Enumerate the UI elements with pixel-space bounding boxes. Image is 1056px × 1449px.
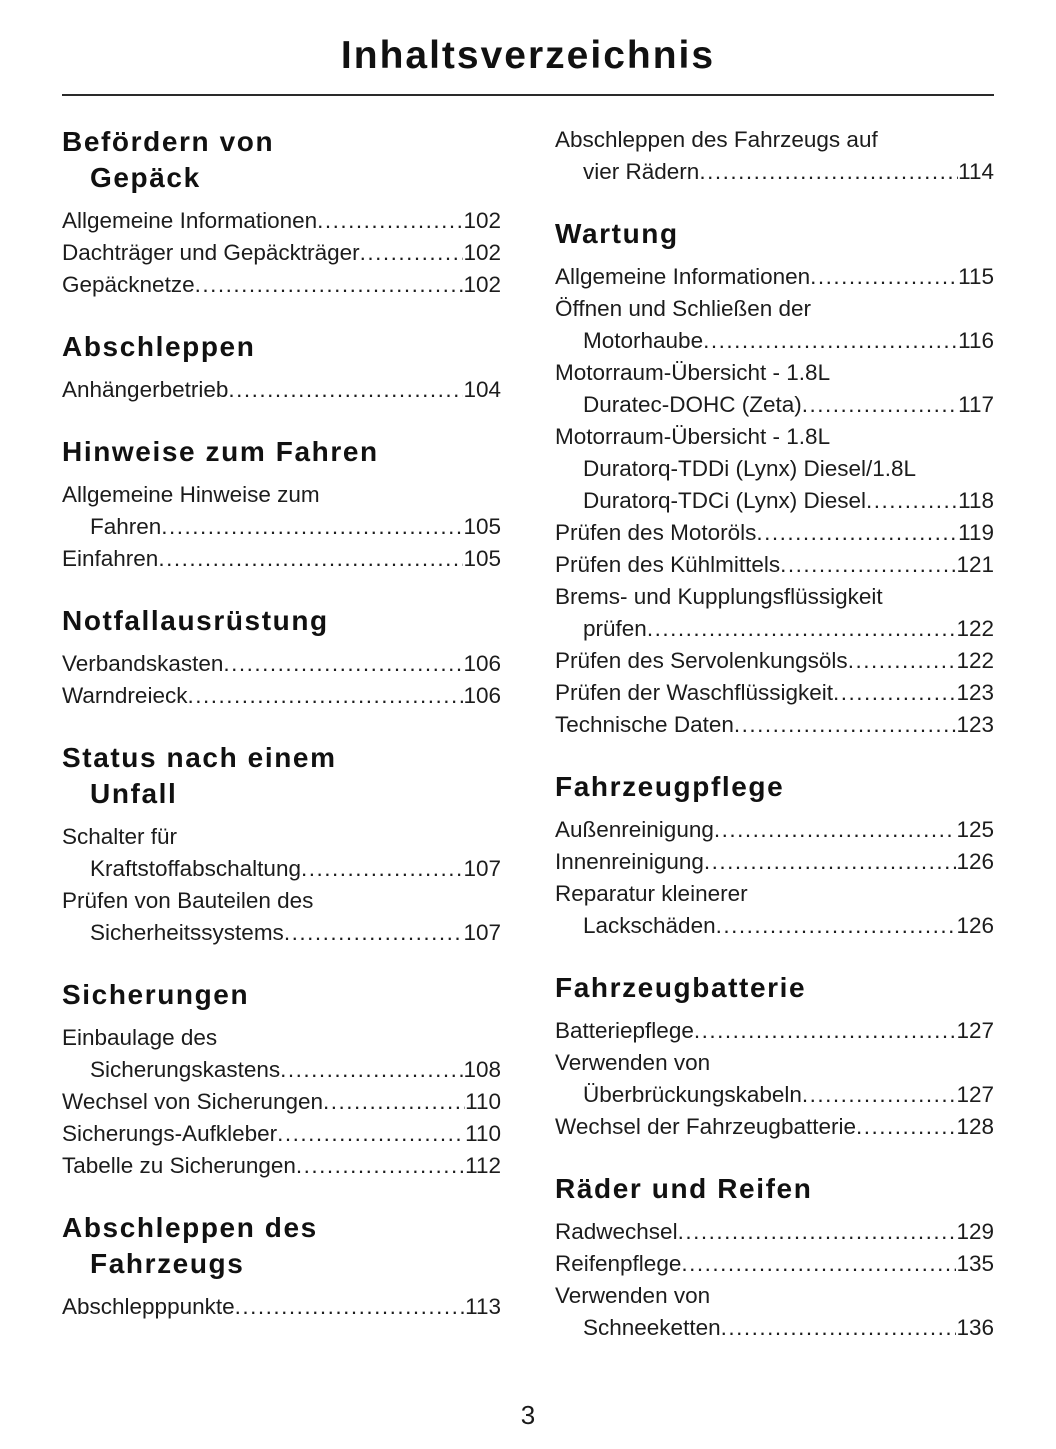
- toc-page-number: 123: [956, 712, 994, 737]
- toc-entry-text: Einfahren: [62, 546, 159, 571]
- toc-entry-text: Prüfen des Servolenkungsöls: [555, 648, 848, 673]
- section-heading-line: Abschleppen des: [62, 1212, 318, 1243]
- toc-entry-text: Warndreieck: [62, 683, 188, 708]
- toc-section: [62, 740, 501, 949]
- section-heading: [62, 740, 501, 812]
- dot-leader: [756, 517, 958, 549]
- toc-entry-text: Prüfen des Kühlmittels: [555, 552, 781, 577]
- toc-entry-line: [555, 613, 994, 645]
- dot-leader: [699, 156, 958, 188]
- toc-entry-text: Prüfen des Motoröls: [555, 520, 757, 545]
- toc-entry: [555, 293, 994, 357]
- toc-entry: [555, 1015, 994, 1047]
- toc-entry-line: [62, 374, 501, 406]
- toc-page-number: 128: [956, 1114, 994, 1139]
- dot-leader: [296, 1150, 465, 1182]
- page-number: 3: [520, 1400, 536, 1430]
- toc-entry-line: [555, 124, 994, 156]
- toc-entry-line: [62, 1291, 501, 1323]
- toc-page-number: 114: [958, 159, 994, 184]
- toc-entry-text: Schalter für: [62, 824, 178, 849]
- toc-entry-line: [62, 1118, 501, 1150]
- toc-entry-text: Wechsel der Fahrzeugbatterie: [555, 1114, 856, 1139]
- toc-entry: [62, 885, 501, 949]
- toc-page-number: 122: [956, 648, 994, 673]
- toc-entry-line: [555, 846, 994, 878]
- toc-entry-text: Technische Daten: [555, 712, 734, 737]
- dot-leader: [734, 709, 957, 741]
- toc-entry-text: Batteriepflege: [555, 1018, 694, 1043]
- toc-page-number: 122: [956, 616, 994, 641]
- toc-entry-text: Allgemeine Informationen: [62, 208, 318, 233]
- toc-section: [555, 769, 994, 942]
- section-heading: [555, 769, 994, 805]
- dot-leader: [802, 1079, 957, 1111]
- section-heading: [555, 970, 994, 1006]
- toc-page-number: 123: [956, 680, 994, 705]
- toc-entry-text: Dachträger und Gepäckträger: [62, 240, 360, 265]
- toc-entry-line: [555, 1280, 994, 1312]
- toc-entry: [555, 878, 994, 942]
- toc-entry-text: Duratorq-TDDi (Lynx) Diesel/1.8L: [583, 456, 917, 481]
- dot-leader: [716, 910, 957, 942]
- dot-leader: [158, 543, 463, 575]
- dot-leader: [780, 549, 956, 581]
- toc-entry: [555, 1248, 994, 1280]
- toc-entry-line: [62, 479, 501, 511]
- dot-leader: [704, 846, 957, 878]
- toc-entry-line: [62, 1022, 501, 1054]
- toc-entry-line: [62, 269, 501, 301]
- toc-entry-line: [555, 878, 994, 910]
- toc-page-number: 112: [465, 1153, 501, 1178]
- dot-leader: [228, 374, 463, 406]
- toc-entry-line: [555, 1015, 994, 1047]
- toc-entry: [555, 581, 994, 645]
- toc-entry-text: Innenreinigung: [555, 849, 704, 874]
- dot-leader: [187, 680, 463, 712]
- toc-entry-text: Tabelle zu Sicherungen: [62, 1153, 296, 1178]
- toc-entry: [62, 479, 501, 543]
- toc-entry-text: Reifenpflege: [555, 1251, 682, 1276]
- toc-entry-line: [62, 648, 501, 680]
- toc-entry: [555, 261, 994, 293]
- toc-entry: [555, 645, 994, 677]
- toc-entry: [555, 846, 994, 878]
- dot-leader: [866, 485, 958, 517]
- toc-entry-line: [62, 1150, 501, 1182]
- page-title: Inhaltsverzeichnis: [340, 34, 716, 77]
- toc-section: [555, 216, 994, 741]
- dot-leader: [856, 1111, 956, 1143]
- toc-entry-line: [555, 261, 994, 293]
- toc-page-number: 136: [956, 1315, 994, 1340]
- toc-entry-text: Radwechsel: [555, 1219, 678, 1244]
- toc-page-number: 119: [958, 520, 994, 545]
- toc-page-number: 105: [463, 546, 501, 571]
- section-heading-line: Status nach einem: [62, 742, 337, 773]
- toc-page-number: 102: [463, 240, 501, 265]
- toc-entry-text: Überbrückungskabeln: [583, 1082, 802, 1107]
- toc-entry-line: [62, 1054, 501, 1086]
- toc-entry: [555, 357, 994, 421]
- toc-page-number: 127: [956, 1082, 994, 1107]
- toc-entry: [62, 680, 501, 712]
- toc-entry: [62, 648, 501, 680]
- toc-entry-line: [62, 237, 501, 269]
- toc-entry-line: [62, 917, 501, 949]
- toc-entry: [555, 124, 994, 188]
- dot-leader: [235, 1291, 465, 1323]
- toc-entry-text: Motorraum-Übersicht - 1.8L: [555, 424, 831, 449]
- section-heading-line: Notfallausrüstung: [62, 605, 329, 636]
- toc-entry-line: [62, 1086, 501, 1118]
- toc-section: [62, 124, 501, 301]
- toc-entry-text: Prüfen der Waschflüssigkeit: [555, 680, 834, 705]
- toc-entry-text: Öffnen und Schließen der: [555, 296, 812, 321]
- toc-page-number: 127: [956, 1018, 994, 1043]
- section-heading-line: Gepäck: [90, 162, 201, 193]
- toc-entry-text: Allgemeine Hinweise zum: [62, 482, 320, 507]
- toc-entry: [555, 1280, 994, 1344]
- dot-leader: [694, 1015, 957, 1047]
- section-heading-line: Wartung: [555, 218, 679, 249]
- toc-section: [555, 1171, 994, 1344]
- toc-entry: [62, 374, 501, 406]
- toc-entry-line: [555, 1111, 994, 1143]
- toc-section: [62, 434, 501, 575]
- toc-page-number: 135: [956, 1251, 994, 1276]
- toc-page-number: 117: [958, 392, 994, 417]
- dot-leader: [301, 853, 463, 885]
- dot-leader: [833, 677, 956, 709]
- toc-section: [62, 1210, 501, 1323]
- toc-entry-text: Brems- und Kupplungsflüssigkeit: [555, 584, 883, 609]
- dot-leader: [802, 389, 958, 421]
- toc-entry: [62, 1086, 501, 1118]
- toc-page-number: 126: [956, 849, 994, 874]
- toc-entry: [555, 517, 994, 549]
- toc-entry-line: [555, 1047, 994, 1079]
- toc-page-number: 118: [958, 488, 994, 513]
- toc-page-number: 129: [956, 1219, 994, 1244]
- dot-leader: [360, 237, 464, 269]
- section-heading: [62, 434, 501, 470]
- toc-entry-line: [555, 677, 994, 709]
- toc-entry-line: [555, 645, 994, 677]
- section-heading: [62, 603, 501, 639]
- toc-entry-text: Allgemeine Informationen: [555, 264, 811, 289]
- section-heading: [62, 1210, 501, 1282]
- toc-entry-text: Reparatur kleinerer: [555, 881, 748, 906]
- toc-entry-line: [555, 517, 994, 549]
- section-heading: [62, 329, 501, 365]
- toc-entry-text: Schneeketten: [583, 1315, 721, 1340]
- toc-entry: [62, 1291, 501, 1323]
- toc-entry-text: Sicherungs-Aufkleber: [62, 1121, 278, 1146]
- toc-page-number: 102: [463, 272, 501, 297]
- toc-entry: [555, 1216, 994, 1248]
- toc-columns: [62, 124, 994, 1379]
- toc-entry-line: [62, 885, 501, 917]
- dot-leader: [195, 269, 464, 301]
- toc-entry-line: [62, 543, 501, 575]
- toc-entry-text: Duratec-DOHC (Zeta): [583, 392, 802, 417]
- toc-entry-line: [555, 1248, 994, 1280]
- toc-entry-line: [555, 357, 994, 389]
- toc-entry-line: [555, 910, 994, 942]
- toc-column-left: [62, 124, 501, 1379]
- dot-leader: [284, 917, 464, 949]
- toc-column-right: [555, 124, 994, 1379]
- toc-entry-line: [555, 1216, 994, 1248]
- toc-entry-line: [555, 325, 994, 357]
- toc-entry-line: [555, 421, 994, 453]
- section-heading-line: Hinweise zum Fahren: [62, 436, 379, 467]
- toc-entry-text: Motorhaube: [583, 328, 704, 353]
- section-heading: [62, 977, 501, 1013]
- toc-entry-line: [555, 709, 994, 741]
- toc-entry-line: [62, 205, 501, 237]
- toc-entry: [62, 269, 501, 301]
- toc-page-number: 110: [465, 1121, 501, 1146]
- toc-entry-text: Verwenden von: [555, 1050, 711, 1075]
- toc-entry-line: [62, 511, 501, 543]
- toc-entry-line: [555, 549, 994, 581]
- toc-section: [62, 329, 501, 406]
- toc-page-number: 113: [465, 1294, 501, 1319]
- toc-page-number: 102: [463, 208, 501, 233]
- dot-leader: [280, 1054, 463, 1086]
- toc-entry-text: Abschleppen des Fahrzeugs auf: [555, 127, 878, 152]
- section-heading: [62, 124, 501, 196]
- toc-entry-text: Prüfen von Bauteilen des: [62, 888, 314, 913]
- section-heading-line: Befördern von: [62, 126, 275, 157]
- toc-entry-line: [62, 821, 501, 853]
- toc-page-number: 121: [956, 552, 994, 577]
- toc-entry-text: Abschlepppunkte: [62, 1294, 235, 1319]
- section-heading: [555, 1171, 994, 1207]
- toc-entry: [555, 421, 994, 517]
- dot-leader: [317, 205, 463, 237]
- dot-leader: [703, 325, 958, 357]
- toc-page-number: 126: [956, 913, 994, 938]
- toc-entry-text: vier Rädern: [583, 159, 700, 184]
- toc-page-number: 107: [463, 920, 501, 945]
- toc-entry-text: prüfen: [583, 616, 647, 641]
- section-heading-line: Fahrzeugbatterie: [555, 972, 807, 1003]
- toc-entry-text: Lackschäden: [583, 913, 716, 938]
- toc-entry: [555, 814, 994, 846]
- section-heading-line: Fahrzeugs: [90, 1248, 245, 1279]
- toc-entry-text: Duratorq-TDCi (Lynx) Diesel: [583, 488, 866, 513]
- toc-page-number: 108: [463, 1057, 501, 1082]
- dot-leader: [678, 1216, 957, 1248]
- section-heading: [555, 216, 994, 252]
- dot-leader: [323, 1086, 465, 1118]
- page-footer: [0, 1400, 1056, 1431]
- toc-entry: [62, 1022, 501, 1086]
- toc-entry-line: [555, 156, 994, 188]
- section-heading-line: Sicherungen: [62, 979, 250, 1010]
- toc-entry-text: Sicherungskastens: [90, 1057, 281, 1082]
- toc-entry: [555, 549, 994, 581]
- toc-entry: [555, 709, 994, 741]
- toc-section: [555, 124, 994, 188]
- toc-entry-text: Sicherheitssystems: [90, 920, 284, 945]
- toc-page-number: 115: [958, 264, 994, 289]
- toc-entry-line: [555, 1312, 994, 1344]
- toc-entry-text: Anhängerbetrieb: [62, 377, 229, 402]
- dot-leader: [277, 1118, 465, 1150]
- toc-entry-line: [555, 453, 994, 485]
- toc-entry: [555, 677, 994, 709]
- section-heading-line: Räder und Reifen: [555, 1173, 813, 1204]
- toc-page-number: 105: [463, 514, 501, 539]
- toc-entry: [62, 821, 501, 885]
- toc-entry: [62, 1150, 501, 1182]
- toc-entry: [62, 1118, 501, 1150]
- toc-entry-line: [62, 680, 501, 712]
- toc-entry-text: Einbaulage des: [62, 1025, 218, 1050]
- toc-entry-line: [555, 814, 994, 846]
- toc-entry-line: [62, 853, 501, 885]
- toc-page-number: 116: [958, 328, 994, 353]
- dot-leader: [647, 613, 957, 645]
- toc-page-number: 106: [463, 683, 501, 708]
- title-divider: [62, 94, 994, 96]
- toc-section: [62, 977, 501, 1182]
- toc-entry-text: Fahren: [90, 514, 162, 539]
- toc-entry-text: Motorraum-Übersicht - 1.8L: [555, 360, 831, 385]
- toc-entry: [62, 543, 501, 575]
- toc-entry-text: Verwenden von: [555, 1283, 711, 1308]
- toc-section: [555, 970, 994, 1143]
- toc-section: [62, 603, 501, 712]
- toc-entry-text: Wechsel von Sicherungen: [62, 1089, 323, 1114]
- toc-entry: [62, 237, 501, 269]
- toc-page-number: 125: [956, 817, 994, 842]
- toc-entry-text: Gepäcknetze: [62, 272, 195, 297]
- toc-page-number: 110: [465, 1089, 501, 1114]
- dot-leader: [848, 645, 957, 677]
- section-heading-line: Abschleppen: [62, 331, 256, 362]
- dot-leader: [681, 1248, 956, 1280]
- toc-page-number: 106: [463, 651, 501, 676]
- dot-leader: [810, 261, 958, 293]
- toc-entry: [555, 1047, 994, 1111]
- section-heading-line: Fahrzeugpflege: [555, 771, 785, 802]
- toc-entry-text: Kraftstoffabschaltung: [90, 856, 301, 881]
- toc-page-number: 107: [463, 856, 501, 881]
- dot-leader: [223, 648, 463, 680]
- toc-page-number: 104: [463, 377, 501, 402]
- page-header: [62, 34, 994, 96]
- toc-entry-text: Außenreinigung: [555, 817, 714, 842]
- toc-entry: [62, 205, 501, 237]
- toc-entry-text: Verbandskasten: [62, 651, 224, 676]
- toc-entry-line: [555, 389, 994, 421]
- toc-entry-line: [555, 1079, 994, 1111]
- toc-entry: [555, 1111, 994, 1143]
- dot-leader: [714, 814, 957, 846]
- toc-entry-line: [555, 581, 994, 613]
- toc-entry-line: [555, 485, 994, 517]
- section-heading-line: Unfall: [90, 778, 178, 809]
- dot-leader: [161, 511, 463, 543]
- dot-leader: [721, 1312, 957, 1344]
- toc-entry-line: [555, 293, 994, 325]
